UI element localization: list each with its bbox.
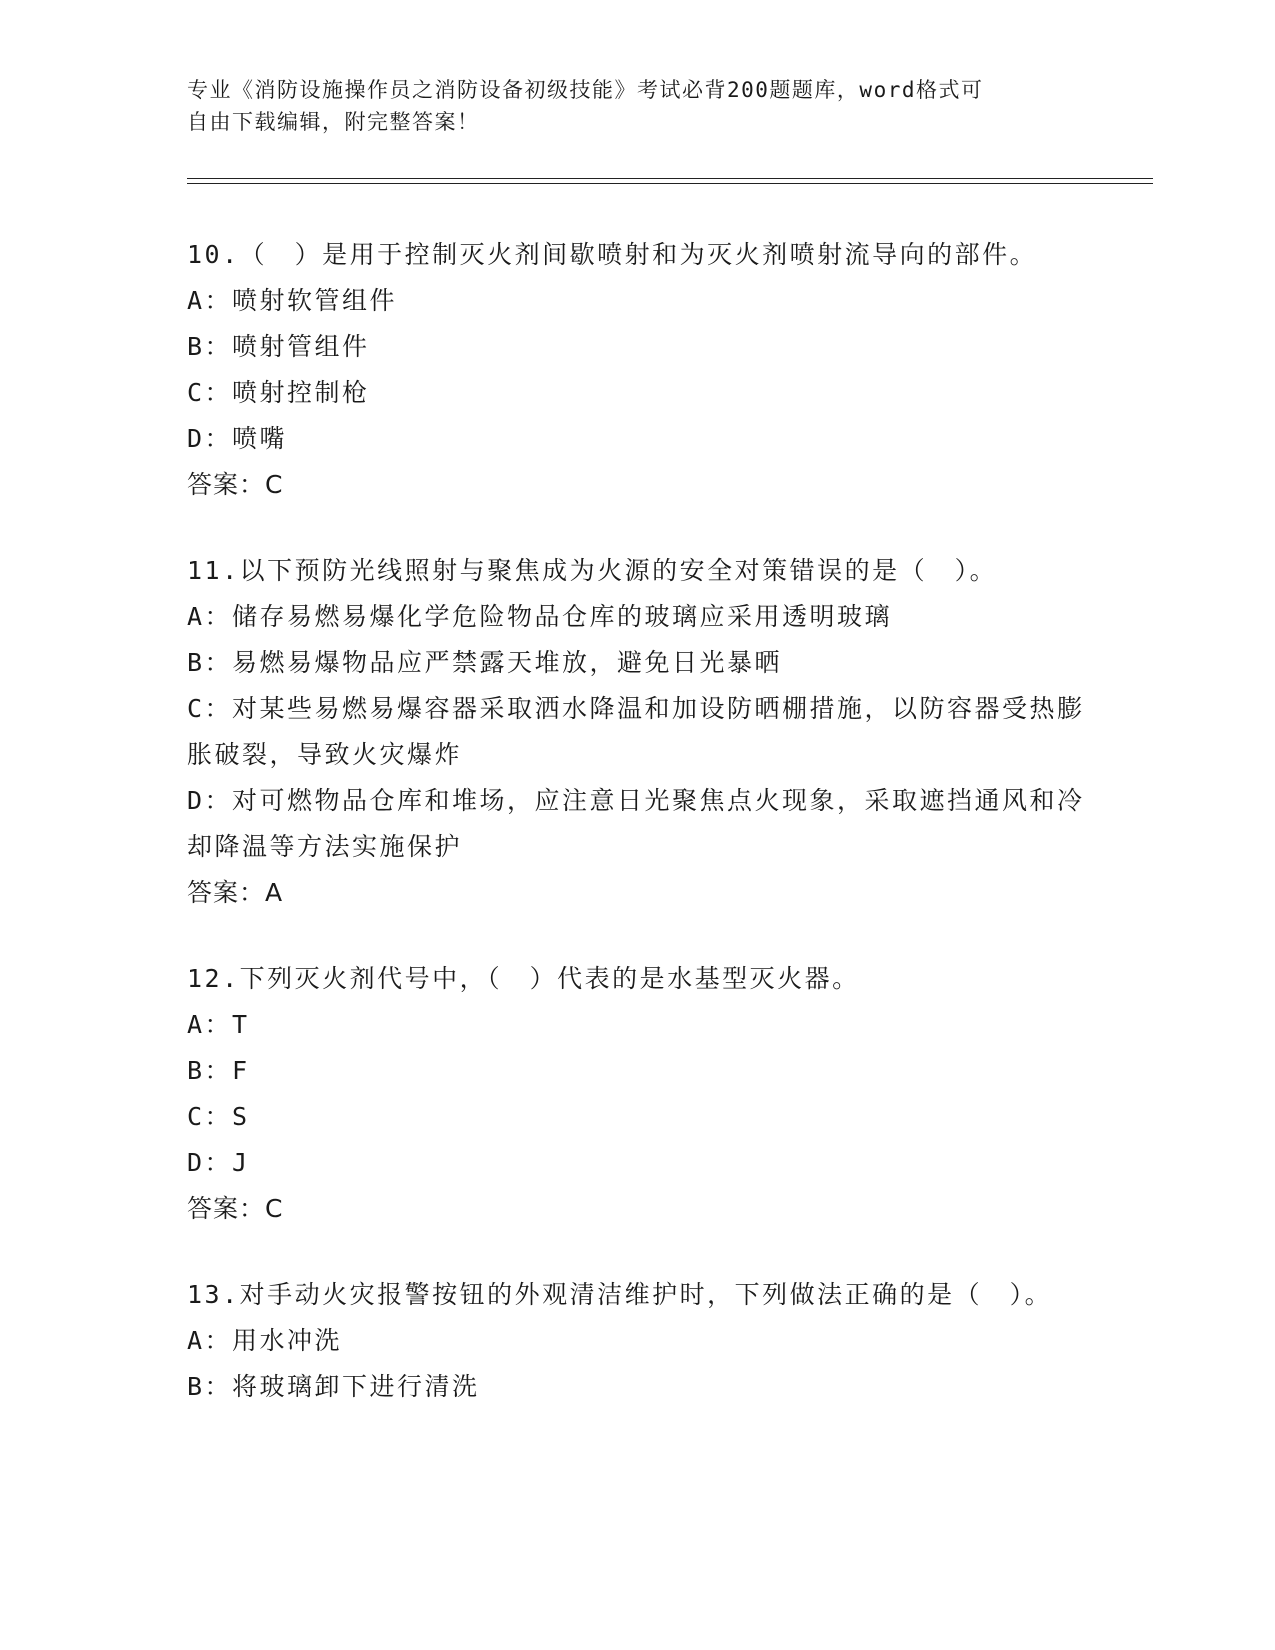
question-stem: 10.（ ）是用于控制灭火剂间歇喷射和为灭火剂喷射流导向的部件。 [187, 240, 1038, 269]
question-stem: 12.下列灭火剂代号中，（ ）代表的是水基型灭火器。 [187, 964, 860, 993]
answer: 答案：A [187, 878, 284, 907]
header-rule-top [187, 178, 1153, 179]
option-a: A：T [187, 1010, 250, 1039]
option-d: D：对可燃物品仓库和堆场，应注意日光聚焦点火现象，采取遮挡通风和冷却降温等方法实施保护 [187, 786, 1085, 861]
option-a: A：储存易燃易爆化学危险物品仓库的玻璃应采用透明玻璃 [187, 602, 893, 631]
option-b: B：将玻璃卸下进行清洗 [187, 1372, 480, 1401]
option-b: B：F [187, 1056, 250, 1085]
option-d: D：J [187, 1148, 250, 1177]
question-11 [187, 548, 1087, 916]
question-stem: 13.对手动火灾报警按钮的外观清洁维护时，下列做法正确的是（ ）。 [187, 1280, 1053, 1309]
option-c: C：S [187, 1102, 250, 1131]
question-stem: 11.以下预防光线照射与聚焦成为火源的安全对策错误的是（ ）。 [187, 556, 998, 585]
option-c: C：对某些易燃易爆容器采取洒水降温和加设防晒棚措施，以防容器受热膨胀破裂，导致火灾爆炸 [187, 694, 1085, 769]
answer: 答案：C [187, 470, 284, 499]
header-line-2: 自由下载编辑，附完整答案！ [187, 110, 480, 134]
question-12 [187, 956, 1087, 1232]
option-b: B：易燃易爆物品应严禁露天堆放，避免日光暴晒 [187, 648, 783, 677]
answer: 答案：C [187, 1194, 284, 1223]
question-13 [187, 1272, 1087, 1410]
document-header [187, 74, 1067, 138]
question-list [187, 232, 1087, 1410]
option-c: C：喷射控制枪 [187, 378, 370, 407]
option-a: A：用水冲洗 [187, 1326, 343, 1355]
option-b: B：喷射管组件 [187, 332, 370, 361]
header-line-1: 专业《消防设施操作员之消防设备初级技能》考试必背200题题库，word格式可 [187, 78, 984, 102]
header-rule-bottom [187, 183, 1153, 184]
option-a: A：喷射软管组件 [187, 286, 398, 315]
option-d: D：喷嘴 [187, 424, 288, 453]
question-10 [187, 232, 1087, 508]
